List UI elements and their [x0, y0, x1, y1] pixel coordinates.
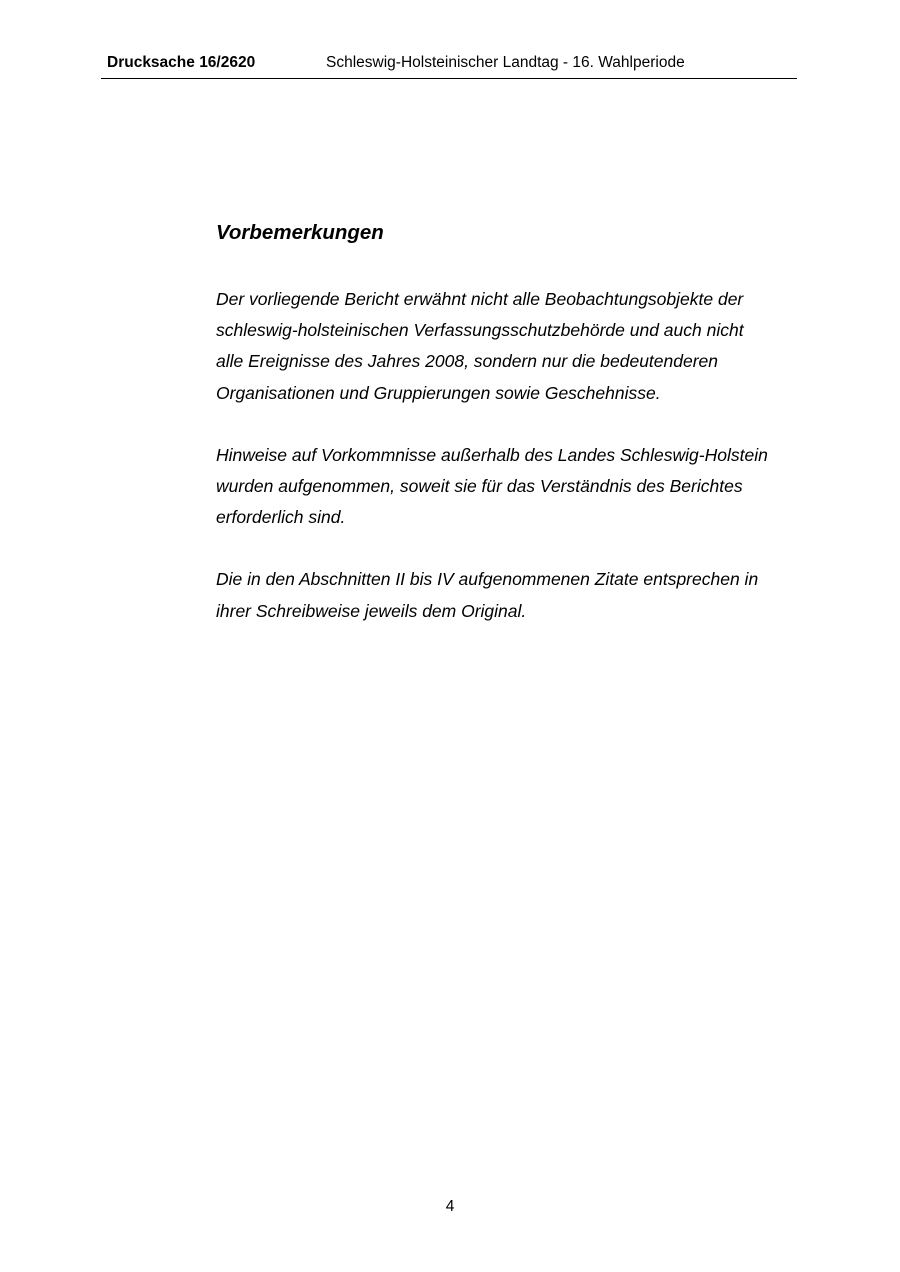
section-heading: Vorbemerkungen: [216, 221, 384, 244]
paragraph-line: wurden aufgenommen, soweit sie für das Verständnis des Berichtes: [216, 476, 743, 497]
main-content: [216, 218, 816, 627]
paragraph-line: erforderlich sind.: [216, 507, 346, 528]
document-number: Drucksache 16/2620: [107, 54, 256, 71]
header-title: Schleswig-Holsteinischer Landtag - 16. Wahlperiode: [326, 54, 685, 71]
paragraph-1: [216, 284, 816, 409]
paragraph-line: Der vorliegende Bericht erwähnt nicht alle Beobachtungsobjekte der: [216, 289, 744, 309]
paragraph-line: alle Ereignisse des Jahres 2008, sondern nur die bedeutenderen: [216, 351, 719, 372]
paragraph-line: Hinweise auf Vorkommnisse außerhalb des Landes Schleswig-Holstein: [216, 444, 768, 465]
paragraph-line: Die in den Abschnitten II bis IV aufgenommenen Zitate entsprechen in: [216, 569, 759, 590]
paragraph-2: [216, 440, 816, 534]
paragraph-line: schleswig-holsteinischen Verfassungsschutzbehörde und auch nicht: [216, 320, 744, 341]
paragraph-3: [216, 564, 816, 626]
paragraph-line: Organisationen und Gruppierungen sowie Geschehnisse.: [216, 382, 661, 403]
page-number: 4: [445, 1198, 455, 1215]
page-header: [101, 51, 797, 79]
paragraph-line: ihrer Schreibweise jeweils dem Original.: [216, 600, 527, 621]
